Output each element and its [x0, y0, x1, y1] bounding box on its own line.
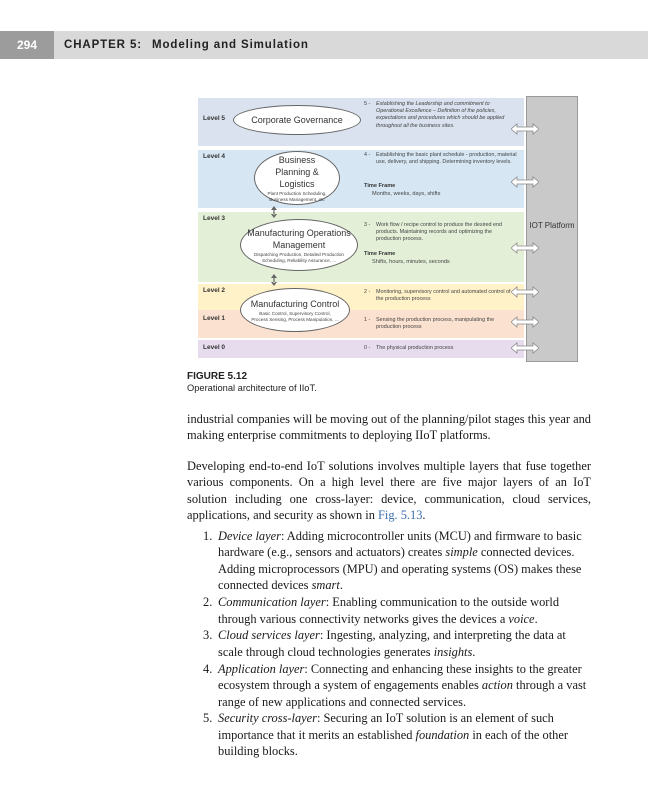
iot-platform-label: IOT Platform: [529, 221, 575, 230]
list-item-number: 5.: [203, 711, 213, 726]
list-item-text: : Ingesting, analyzing, and interpreting the data at scale through cloud technologies generates: [218, 628, 566, 659]
description-text: Work flow / recipe control to produce the desired end products. Maintaining records and optimizing the production process.: [376, 222, 503, 243]
block-subtitle: Basic Control, Supervisory Control, Process Sensing, Process Manipulation, ...: [251, 310, 339, 322]
double-arrow-icon: [511, 342, 539, 354]
time-frame-level-4: [364, 183, 440, 198]
level-4-label: Level 4: [203, 153, 226, 160]
list-item-text: in each of the other building blocks.: [218, 727, 568, 759]
block-business-planning: [254, 151, 340, 205]
double-arrow-icon: [511, 242, 539, 254]
level-2-label: Level 2: [203, 287, 226, 294]
list-item-number: 4.: [203, 661, 213, 676]
double-arrow-icon: [511, 176, 539, 188]
list-item-text: : Connecting and enhancing these insights to the greater ecosystem through a system of engagements enables: [218, 661, 582, 693]
level-5-label: Level 5: [203, 115, 226, 122]
list-item-number: 3.: [203, 628, 213, 643]
list-item-number: 1.: [203, 529, 213, 543]
level-2-description: [364, 289, 514, 305]
figure-label: FIGURE 5.12: [187, 371, 248, 382]
paragraph-2-text: Developing end-to-end IoT solutions involves multiple layers that fuse together various components. On a high level there are five major layers of an IoT solution including one cross-layer: device, communication, cloud services, applications, and security as shown in: [187, 459, 591, 523]
list-item: [187, 661, 591, 710]
list-item-text: .: [472, 644, 476, 659]
time-frame-value: Shifts, hours, minutes, seconds: [372, 258, 450, 265]
level-0-label: Level 0: [203, 344, 226, 351]
paragraph-1: industrial companies will be moving out of the planning/pilot stages this year and making enterprise commitments to deploying IIoT platforms.: [187, 412, 592, 443]
block-corporate-governance: [233, 105, 361, 135]
figure-operational-architecture: [0, 0, 648, 370]
figure-caption: Operational architecture of IIoT.: [187, 383, 317, 393]
double-arrow-icon: [511, 316, 539, 328]
list-item-emphasis: action: [481, 678, 513, 693]
level-5-description: [364, 101, 518, 137]
time-frame-level-3: [364, 251, 450, 266]
list-item-emphasis: smart: [311, 578, 340, 593]
list-item-term: Device layer: [218, 529, 281, 543]
list-item-emphasis: foundation: [415, 727, 470, 742]
list-item-text: : Securing an IoT solution is an element of such importance that it merits an established: [218, 711, 554, 742]
list-item-term: Communication layer: [218, 595, 326, 610]
page-number: 294: [0, 31, 54, 59]
level-1-label: Level 1: [203, 315, 226, 322]
time-frame-label: Time Frame: [364, 183, 396, 189]
description-text: Sensing the production process, manipulating the production process: [376, 317, 495, 331]
time-frame-label: Time Frame: [364, 251, 396, 257]
level-1-description: [364, 317, 518, 333]
level-3-description: [364, 222, 518, 246]
double-arrow-icon: [511, 286, 539, 298]
list-item-term: Cloud services layer: [218, 628, 320, 643]
list-item-term: Application layer: [218, 661, 305, 676]
block-manufacturing-operations: [240, 219, 358, 271]
figure-reference-link[interactable]: Fig. 5.13: [377, 508, 423, 523]
block-title: Corporate Governance: [251, 115, 343, 125]
description-text: Establishing the Leadership and commitment to Operational Excellence – Definition of the policies, expectations and procedures which should be applied throughout all the business sites.: [376, 101, 505, 129]
list-item: [187, 627, 591, 660]
time-frame-value: Months, weeks, days, shifts: [372, 190, 441, 197]
list-item-text: : Enabling communication to the outside world through various connectivity networks gives the devices a: [218, 595, 560, 626]
block-subtitle: Plant Production Scheduling, Business Management, etc: [267, 190, 327, 202]
block-subtitle: Dispatching Production, Detailed Production Scheduling, Reliability Assurance, ...: [254, 251, 344, 263]
paragraph-2: [187, 458, 591, 524]
description-text: Establishing the basic plant schedule - production, material use, delivery, and shipping. Determining inventory levels.: [376, 152, 517, 166]
block-manufacturing-control: [240, 288, 350, 332]
description-number: 4 -: [364, 152, 371, 158]
block-title: Manufacturing Control: [250, 298, 340, 309]
description-number: 2 -: [364, 289, 371, 295]
list-item-text: connected devices. Adding microprocessors (MPU) and operating systems (OS) makes these connected devices: [218, 545, 582, 593]
description-number: 0 -: [364, 345, 371, 351]
list-item-text: .: [339, 578, 343, 593]
description-text: Monitoring, supervisory control and automated control of the production process: [376, 289, 511, 303]
description-text: The physical production process: [376, 345, 454, 351]
list-item-term: Security cross-layer: [218, 711, 317, 726]
level-4-description: [364, 152, 518, 176]
list-item-text: : Adding microcontroller units (MCU) and firmware to basic hardware (e.g., sensors and actuators) creates: [218, 529, 582, 560]
list-item: [187, 710, 591, 759]
chapter-number: CHAPTER 5:: [64, 39, 143, 51]
list-item-emphasis: voice: [508, 611, 535, 626]
description-number: 1 -: [364, 317, 371, 323]
block-title: Business Planning & Logistics: [275, 154, 319, 189]
double-arrow-icon: [511, 123, 539, 135]
description-number: 3 -: [364, 222, 371, 228]
list-item: [187, 594, 591, 627]
paragraph-2-end: .: [422, 508, 426, 523]
chapter-title: Modeling and Simulation: [152, 39, 309, 51]
up-down-arrow-icon: [271, 206, 277, 218]
list-item: [187, 528, 591, 594]
list-item-text: through a vast range of new applications and connected services.: [218, 678, 587, 709]
list-item-emphasis: insights: [433, 644, 473, 659]
list-item-number: 2.: [203, 595, 213, 610]
list-item-emphasis: simple: [445, 545, 478, 560]
list-item-text: .: [534, 611, 538, 626]
level-0-description: [364, 345, 518, 353]
description-number: 5 -: [364, 101, 371, 107]
level-3-label: Level 3: [203, 215, 226, 222]
block-title: Manufacturing Operations Management: [247, 227, 351, 250]
up-down-arrow-icon: [271, 274, 277, 286]
iot-layers-list: [187, 528, 591, 760]
